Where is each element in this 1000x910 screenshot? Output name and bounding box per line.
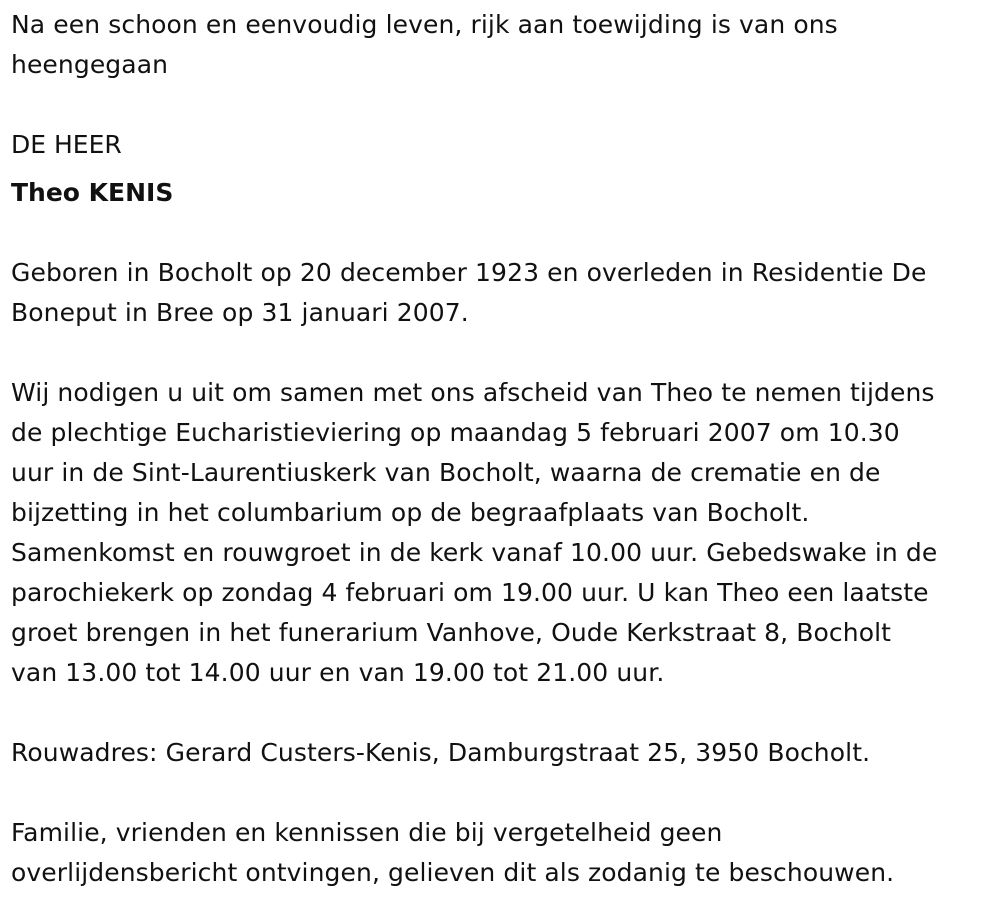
spacer	[11, 85, 996, 125]
spacer	[11, 333, 996, 373]
deceased-name: Theo KENIS	[11, 178, 174, 207]
spacer	[11, 213, 996, 253]
birth-death-text: Geboren in Bocholt op 20 december 1923 en overleden in Residentie De Boneput in Bree op 31 januari 2007.	[11, 258, 927, 327]
intro-text: Na een schoon en eenvoudig leven, rijk aan toewijding is van ons heengegaan	[11, 10, 838, 79]
mourning-address: Rouwadres: Gerard Custers-Kenis, Damburgstraat 25, 3950 Bocholt.	[11, 738, 871, 767]
invitation-text: Wij nodigen u uit om samen met ons afscheid van Theo te nemen tijdens de plechtige Eucharistieviering op maandag 5 februari 2007 om 10.30 uur in de Sint-Laurentiuskerk van Bocholt, waarna de crematie en de bijzetting in het columbarium op de begraafplaats van Bocholt. Samenkomst en rouwgroet in de kerk vanaf 10.00 uur. Gebedswake in de parochiekerk op zondag 4 februari om 19.00 uur. U kan Theo een laatste groet brengen in het funerarium Vanhove, Oude Kerkstraat 8, Bocholt van 13.00 tot 14.00 uur en van 19.00 tot 21.00 uur.	[11, 378, 938, 687]
death-notice	[11, 5, 996, 893]
spacer	[11, 693, 996, 733]
spacer	[11, 773, 996, 813]
closing-text: Familie, vrienden en kennissen die bij vergetelheid geen overlijdensbericht ontvingen, gelieven dit als zodanig te beschouwen.	[11, 818, 895, 887]
honorific-title: DE HEER	[11, 130, 122, 159]
